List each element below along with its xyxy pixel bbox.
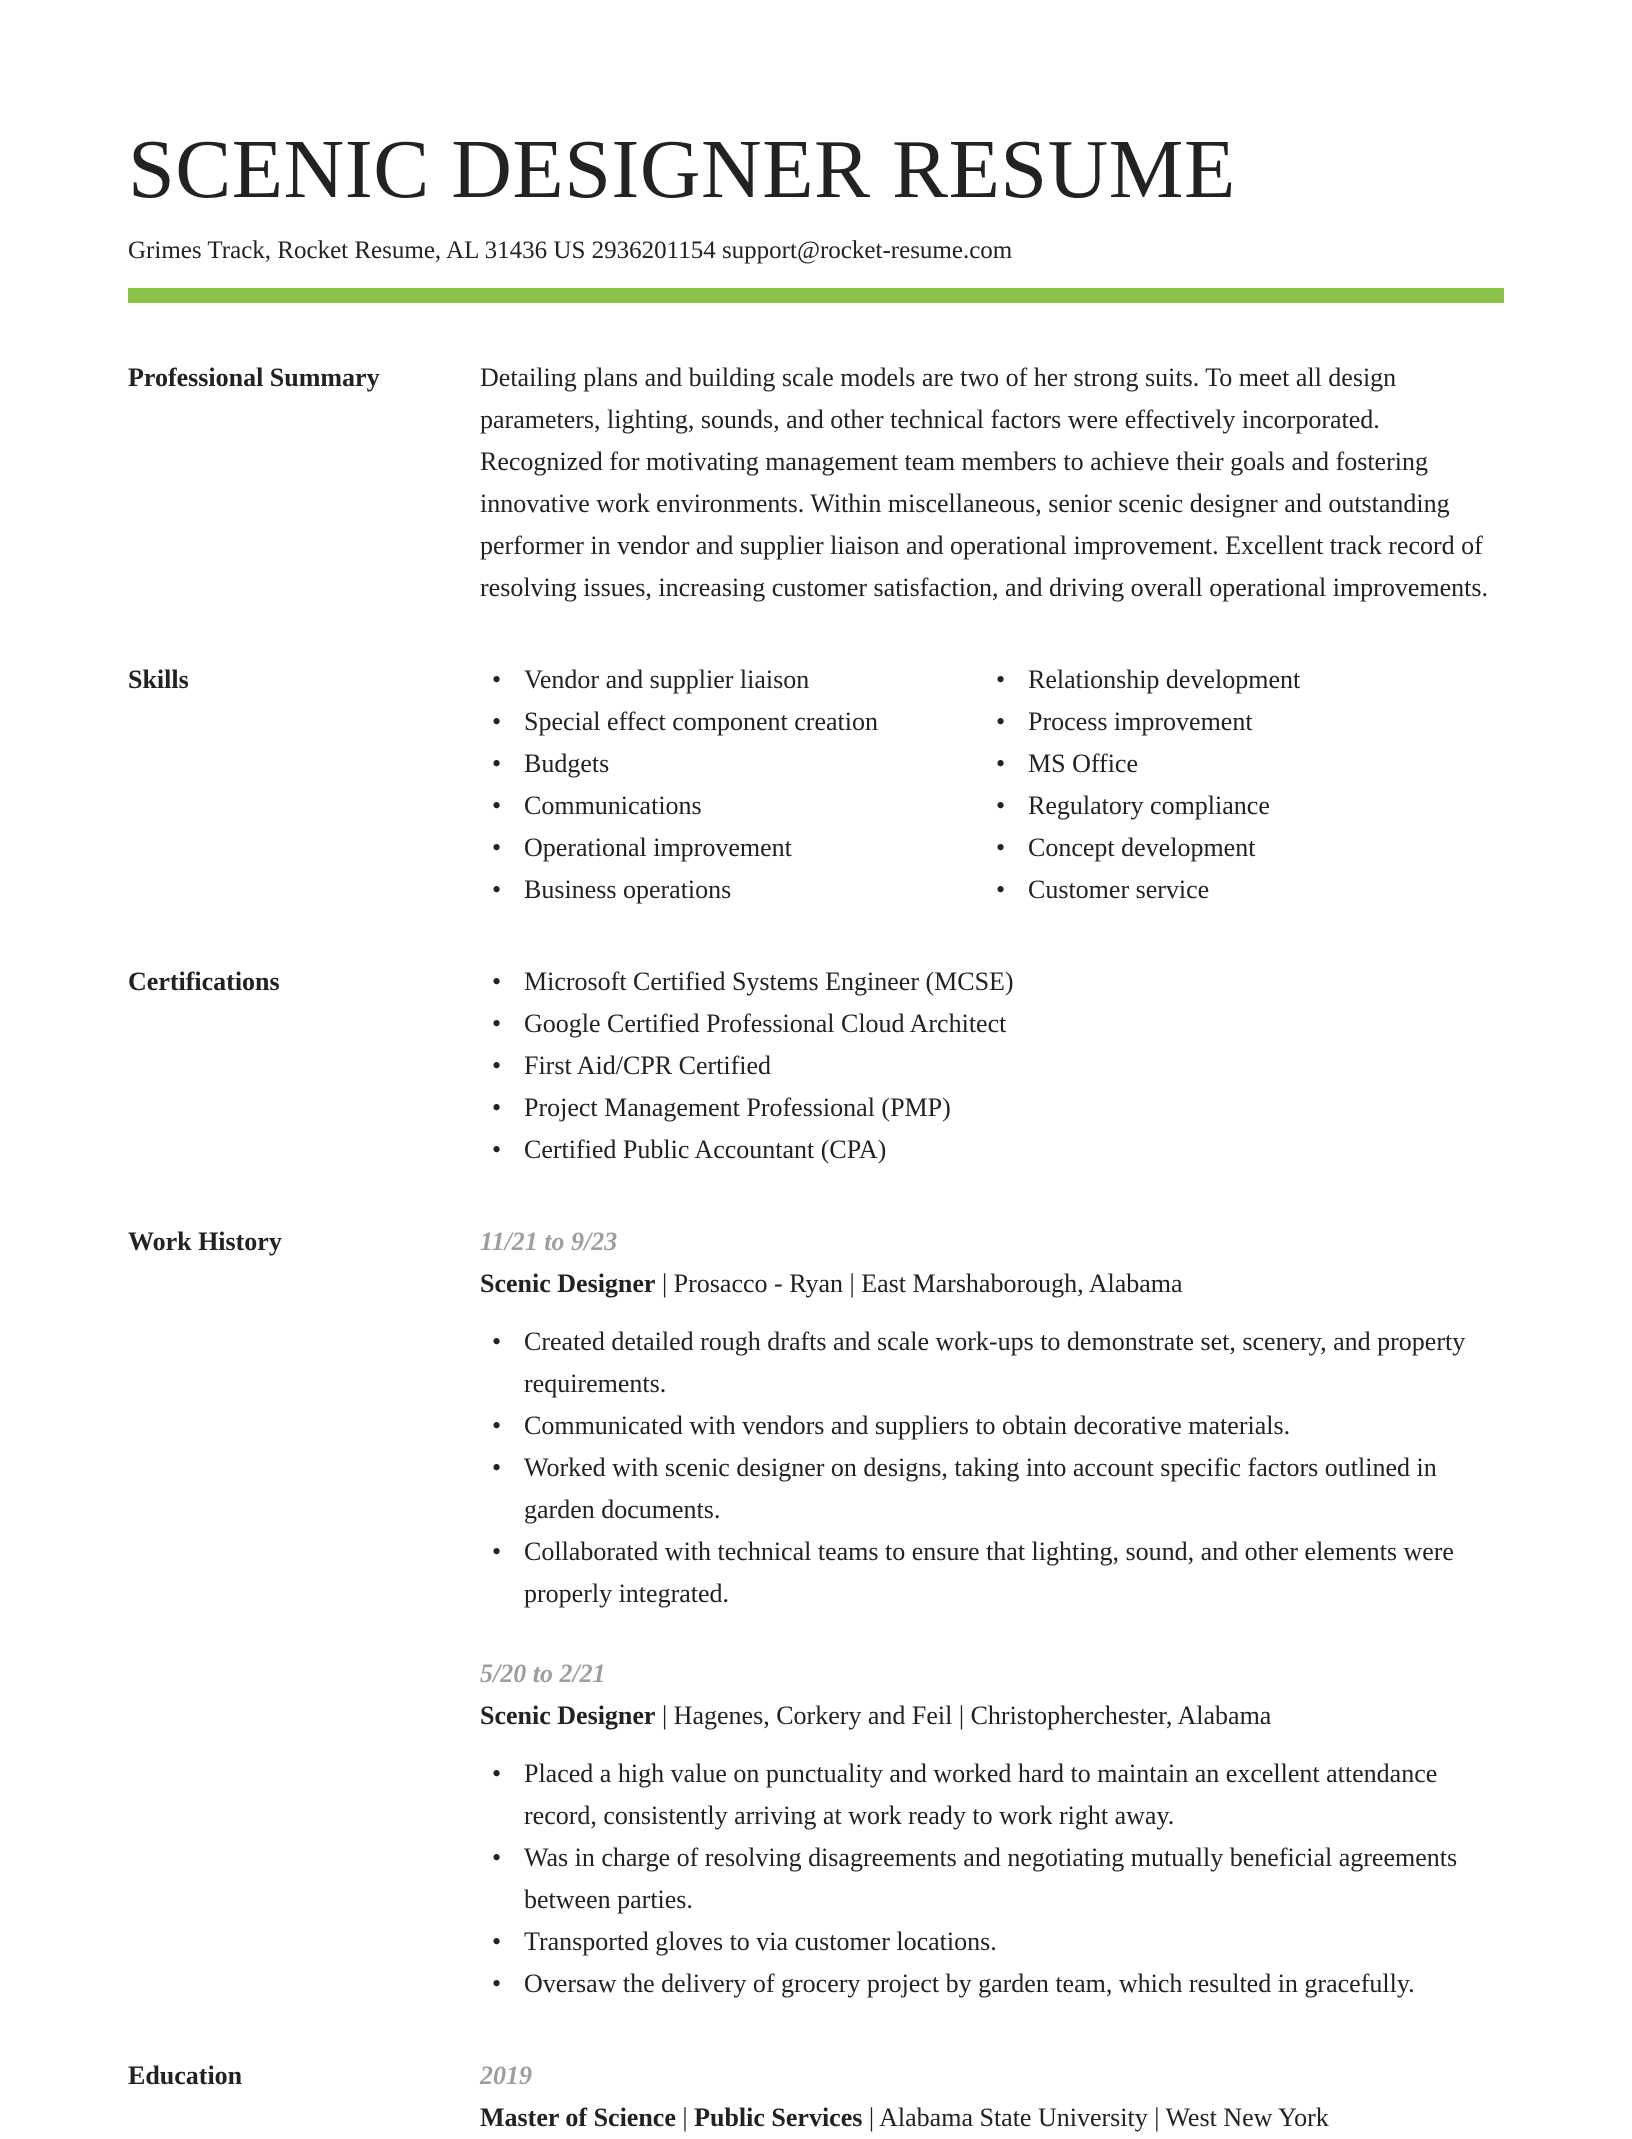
resume-page (128, 120, 1504, 2139)
certification-item: • Project Management Professional (PMP) (480, 1087, 1504, 1129)
job-bullet: • Was in charge of resolving disagreements and negotiating mutually beneficial agreements between parties. (480, 1837, 1504, 1921)
skill-item: • Concept development (984, 827, 1488, 869)
job-title: Scenic Designer (480, 1701, 656, 1730)
section-label-skills: Skills (128, 665, 189, 694)
skill-item: • Relationship development (984, 659, 1488, 701)
job-entry (480, 1221, 1504, 1615)
section-label-work-history: Work History (128, 1227, 282, 1256)
job-bullets (480, 1321, 1504, 1615)
page-title: SCENIC DESIGNER RESUME (128, 123, 1236, 216)
summary-section (128, 357, 1504, 609)
section-label-certifications: Certifications (128, 967, 280, 996)
job-entry (480, 1653, 1504, 2005)
skills-list-right (984, 659, 1488, 911)
job-bullets (480, 1753, 1504, 2005)
certification-item: • Microsoft Certified Systems Engineer (MCSE) (480, 961, 1504, 1003)
job-title: Scenic Designer (480, 1269, 656, 1298)
education-field: Public Services (694, 2103, 863, 2132)
certification-item: • First Aid/CPR Certified (480, 1045, 1504, 1087)
work-history-section (128, 1221, 1504, 2005)
header-divider (128, 288, 1504, 303)
job-bullet: • Placed a high value on punctuality and worked hard to maintain an excellent attendance record, consistently arriving at work ready to work right away. (480, 1753, 1504, 1837)
job-dates: 5/20 to 2/21 (480, 1659, 606, 1688)
job-details: | Hagenes, Corkery and Feil | Christopherchester, Alabama (655, 1701, 1272, 1730)
job-bullet: • Communicated with vendors and suppliers to obtain decorative materials. (480, 1405, 1504, 1447)
education-degree: Master of Science (480, 2103, 676, 2132)
summary-text: Detailing plans and building scale models are two of her strong suits. To meet all design parameters, lighting, sounds, and other technical factors were effectively incorporated. Recognized for motivating management team members to achieve their goals and fostering innovative work environments. Within miscellaneous, senior scenic designer and outstanding performer in vendor and supplier liaison and operational improvement. Excellent track record of resolving issues, increasing customer satisfaction, and driving overall operational improvements. (480, 363, 1488, 602)
certifications-section (128, 961, 1504, 1171)
education-content (480, 2055, 1504, 2139)
education-details: | Alabama State University | West New York (862, 2103, 1329, 2132)
certification-item: • Google Certified Professional Cloud Architect (480, 1003, 1504, 1045)
education-section (128, 2055, 1504, 2139)
job-heading (480, 1263, 1504, 1305)
skills-columns (480, 659, 1504, 911)
job-dates: 11/21 to 9/23 (480, 1227, 618, 1256)
skills-list-left (480, 659, 984, 911)
section-label-summary: Professional Summary (128, 363, 380, 392)
skill-item: • Operational improvement (480, 827, 984, 869)
skill-item: • Special effect component creation (480, 701, 984, 743)
education-date: 2019 (480, 2061, 532, 2090)
skill-item: • Regulatory compliance (984, 785, 1488, 827)
education-separator: | (675, 2103, 695, 2132)
skill-item: • Customer service (984, 869, 1488, 911)
section-label-education: Education (128, 2061, 243, 2090)
skill-item: • Vendor and supplier liaison (480, 659, 984, 701)
skill-item: • Budgets (480, 743, 984, 785)
job-bullet: • Collaborated with technical teams to ensure that lighting, sound, and other elements were properly integrated. (480, 1531, 1504, 1615)
contact-line: Grimes Track, Rocket Resume, AL 31436 US 2936201154 support@rocket-resume.com (128, 237, 1013, 264)
work-history-content (480, 1221, 1504, 2005)
skill-item: • Business operations (480, 869, 984, 911)
job-bullet: • Worked with scenic designer on designs, taking into account specific factors outlined in garden documents. (480, 1447, 1504, 1531)
skills-section (128, 659, 1504, 911)
skill-item: • Process improvement (984, 701, 1488, 743)
education-heading (480, 2097, 1504, 2139)
skill-item: • MS Office (984, 743, 1488, 785)
certifications-list (480, 961, 1504, 1171)
job-details: | Prosacco - Ryan | East Marshaborough, Alabama (655, 1269, 1183, 1298)
job-heading (480, 1695, 1504, 1737)
job-bullet: • Oversaw the delivery of grocery project by garden team, which resulted in gracefully. (480, 1963, 1504, 2005)
job-bullet: • Created detailed rough drafts and scale work-ups to demonstrate set, scenery, and property requirements. (480, 1321, 1504, 1405)
certification-item: • Certified Public Accountant (CPA) (480, 1129, 1504, 1171)
certifications-content (480, 961, 1504, 1171)
job-bullet: • Transported gloves to via customer locations. (480, 1921, 1504, 1963)
skill-item: • Communications (480, 785, 984, 827)
